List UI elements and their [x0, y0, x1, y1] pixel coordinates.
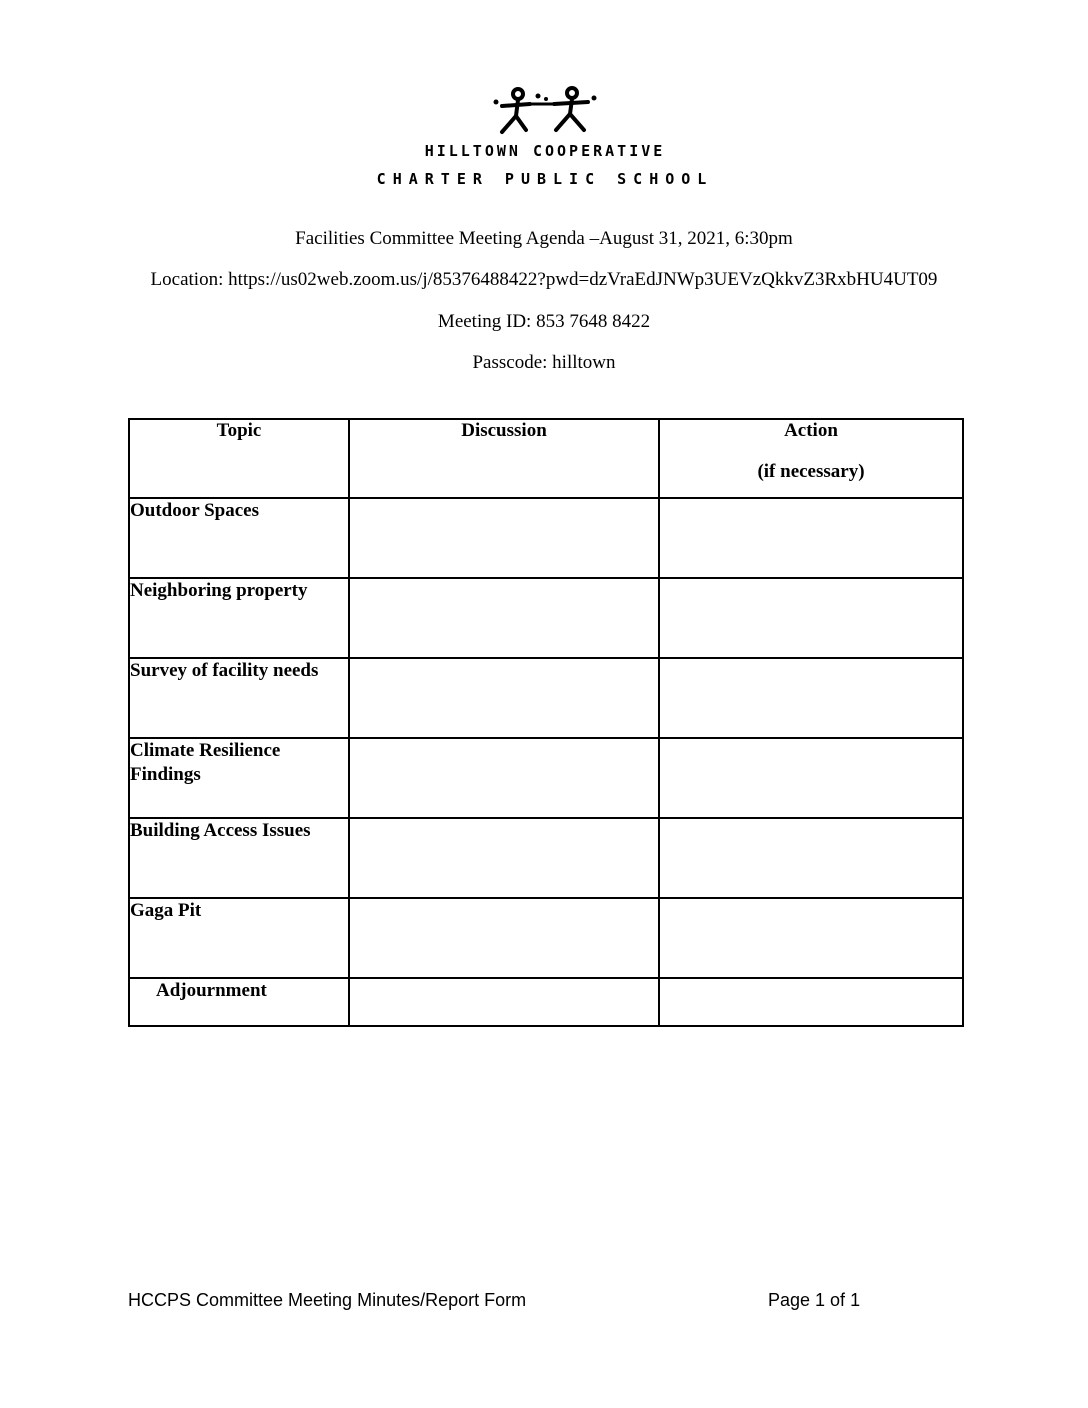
- topic-cell: Survey of facility needs: [129, 658, 349, 738]
- school-logo: [360, 82, 730, 192]
- column-header-discussion: Discussion: [349, 419, 659, 498]
- table-row: [129, 818, 963, 898]
- column-header-topic: Topic: [129, 419, 349, 498]
- discussion-cell: [349, 898, 659, 978]
- meeting-passcode: Passcode: hilltown: [472, 352, 616, 373]
- logo-text-line2: CHARTER PUBLIC SCHOOL: [376, 170, 714, 188]
- topic-cell: Gaga Pit: [129, 898, 349, 978]
- table-row: [129, 978, 963, 1026]
- children-logo-icon: [488, 84, 600, 138]
- topic-cell: Building Access Issues: [129, 818, 349, 898]
- agenda-table: [128, 418, 964, 1027]
- action-cell: [659, 978, 963, 1026]
- table-header-row: [129, 419, 963, 498]
- action-cell: [659, 738, 963, 818]
- footer-page-number: Page 1 of 1: [768, 1290, 861, 1310]
- topic-cell: Outdoor Spaces: [129, 498, 349, 578]
- footer-form-name: HCCPS Committee Meeting Minutes/Report Form: [128, 1290, 527, 1310]
- logo-text-line1: HILLTOWN COOPERATIVE: [424, 142, 666, 160]
- table-row: [129, 578, 963, 658]
- action-cell: [659, 898, 963, 978]
- discussion-cell: [349, 818, 659, 898]
- discussion-cell: [349, 498, 659, 578]
- meeting-id: Meeting ID: 853 7648 8422: [437, 311, 651, 332]
- action-cell: [659, 818, 963, 898]
- column-header-action: Action (if necessary): [659, 419, 963, 498]
- table-row: [129, 498, 963, 578]
- action-cell: [659, 498, 963, 578]
- table-row: [129, 898, 963, 978]
- discussion-cell: [349, 658, 659, 738]
- action-cell: [659, 658, 963, 738]
- agenda-title: Facilities Committee Meeting Agenda –August 31, 2021, 6:30pm: [295, 228, 793, 249]
- column-header-action-note: (if necessary): [757, 461, 865, 482]
- discussion-cell: [349, 978, 659, 1026]
- discussion-cell: [349, 578, 659, 658]
- topic-cell: Climate Resilience Findings: [129, 738, 349, 818]
- topic-cell: Adjournment: [129, 978, 349, 1026]
- action-cell: [659, 578, 963, 658]
- table-row: [129, 658, 963, 738]
- topic-cell: Neighboring property: [129, 578, 349, 658]
- table-row: [129, 738, 963, 818]
- discussion-cell: [349, 738, 659, 818]
- meeting-location: Location: https://us02web.zoom.us/j/85376488422?pwd=dzVraEdJNWp3UEVzQkkvZ3RxbHU4UT09: [150, 269, 938, 290]
